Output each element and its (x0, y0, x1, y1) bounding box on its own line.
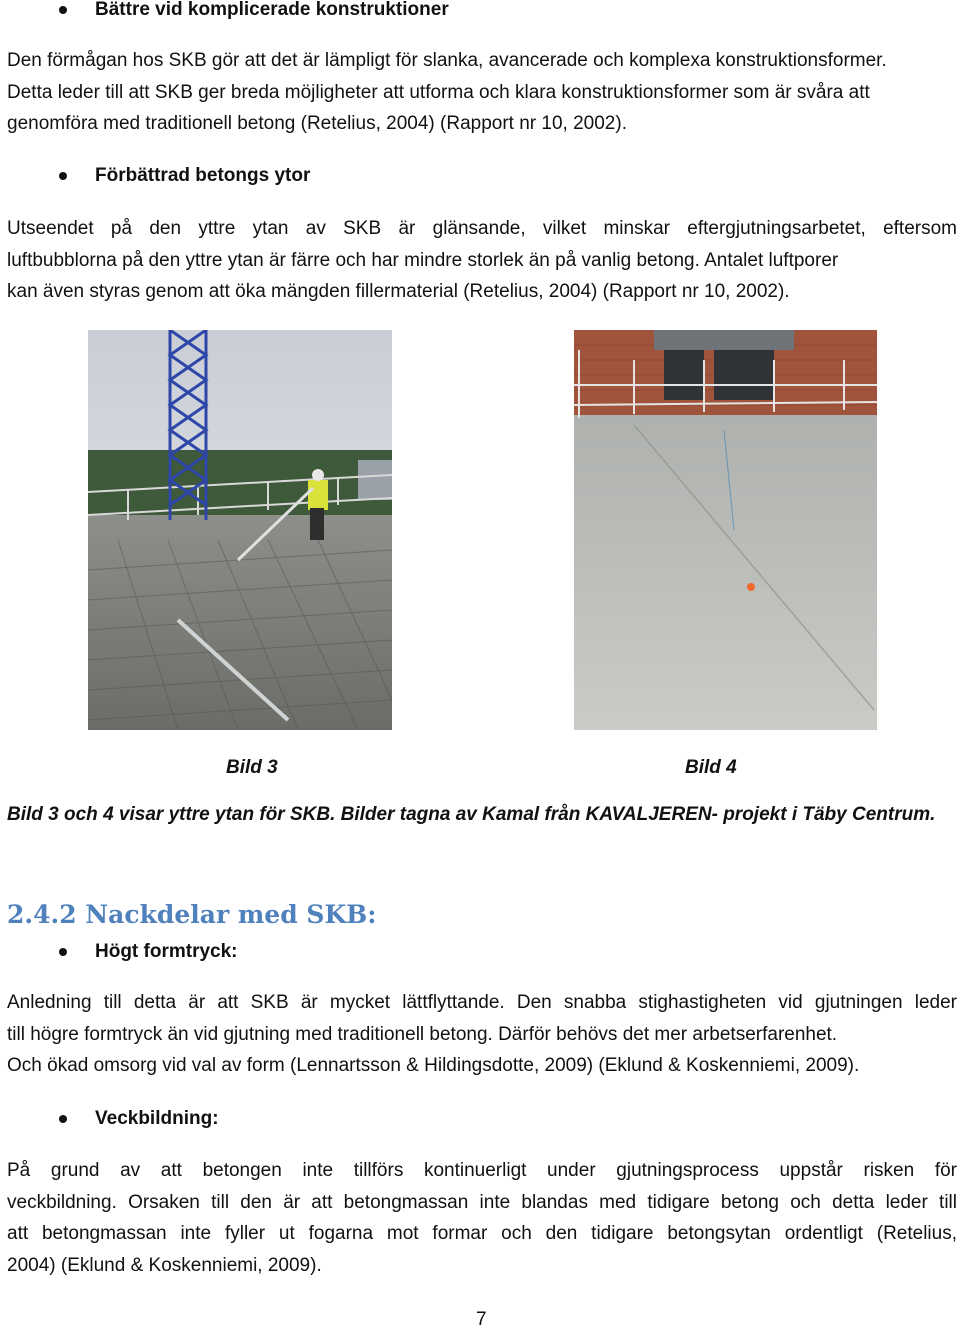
text-line: genomföra med traditionell betong (Retelius, 2004) (Rapport nr 10, 2002). (7, 113, 627, 134)
paragraph-fold-formation (7, 1155, 957, 1281)
text-line: att betongmassan inte fyller ut fogarna mot formar och den tidigare betongsytan ordentligt (Retelius, (7, 1223, 957, 1244)
text-line: Och ökad omsorg vid val av form (Lennartsson & Hildingsdotte, 2009) (Eklund & Koskenniemi, 2009). (7, 1055, 860, 1076)
figure-caption: Bild 3 och 4 visar yttre ytan för SKB. Bilder tagna av Kamal från KAVALJEREN- projekt i Täby Centrum. (7, 804, 936, 825)
bullet-item-high-formwork-pressure (0, 941, 960, 963)
figure-label-bild-4: Bild 4 (685, 757, 737, 778)
bullet-item-complex-constructions (0, 0, 960, 22)
bullet-dot (59, 948, 67, 956)
paragraph-complex-forms (7, 45, 957, 140)
text-line: Den förmågan hos SKB gör att det är lämpligt för slanka, avancerade och komplexa konstruktionsformer. (7, 50, 887, 71)
bullet-dot (59, 6, 67, 14)
text-line: veckbildning. Orsaken till den är att betongmassan inte blandas med tidigare betong och detta leder till (7, 1191, 957, 1213)
text-line: luftbubblorna på den yttre ytan är färre och har mindre storlek än på vanlig betong. Antalet luftporer (7, 249, 839, 271)
text-line: Anledning till detta är att SKB är mycket lättflyttande. Den snabba stighastigheten vid gjutningen leder (7, 992, 957, 1013)
bullet-item-fold-formation (0, 1108, 960, 1130)
text-line: kan även styras genom att öka mängden fillermaterial (Retelius, 2004) (Rapport nr 10, 2002). (7, 281, 790, 302)
text-line: Utseendet på den yttre ytan av SKB är glänsande, vilket minskar eftergjutningsarbetet, eftersom (7, 218, 957, 239)
text-line: Detta leder till att SKB ger breda möjligheter att utforma och klara konstruktionsformer som är svåra att (7, 81, 870, 103)
photo-bild-4-finished-surface (574, 330, 877, 730)
figure-label-bild-3: Bild 3 (226, 757, 278, 778)
bullet-label: Bättre vid komplicerade konstruktioner (95, 0, 449, 20)
bullet-label: Förbättrad betongs ytor (95, 165, 311, 186)
text-line: 2004) (Eklund & Koskenniemi, 2009). (7, 1254, 322, 1276)
bullet-dot (59, 172, 67, 180)
section-heading: 2.4.2 Nackdelar med SKB: (7, 900, 377, 929)
bullet-label: Högt formtryck: (95, 941, 238, 962)
bullet-dot (59, 1115, 67, 1123)
bullet-label: Veckbildning: (95, 1108, 219, 1129)
text-line: På grund av att betongen inte tillförs kontinuerligt under gjutningsprocess uppstår risken för (7, 1160, 957, 1181)
page-number: 7 (476, 1309, 487, 1330)
text-line: till högre formtryck än vid gjutning med traditionell betong. Därför behövs det mer arbetserfarenhet. (7, 1023, 838, 1045)
bullet-item-improved-surfaces (0, 165, 960, 187)
paragraph-surface-quality (7, 213, 957, 308)
paragraph-formwork-pressure (7, 987, 957, 1082)
photo-bild-3-concrete-casting (88, 330, 392, 730)
